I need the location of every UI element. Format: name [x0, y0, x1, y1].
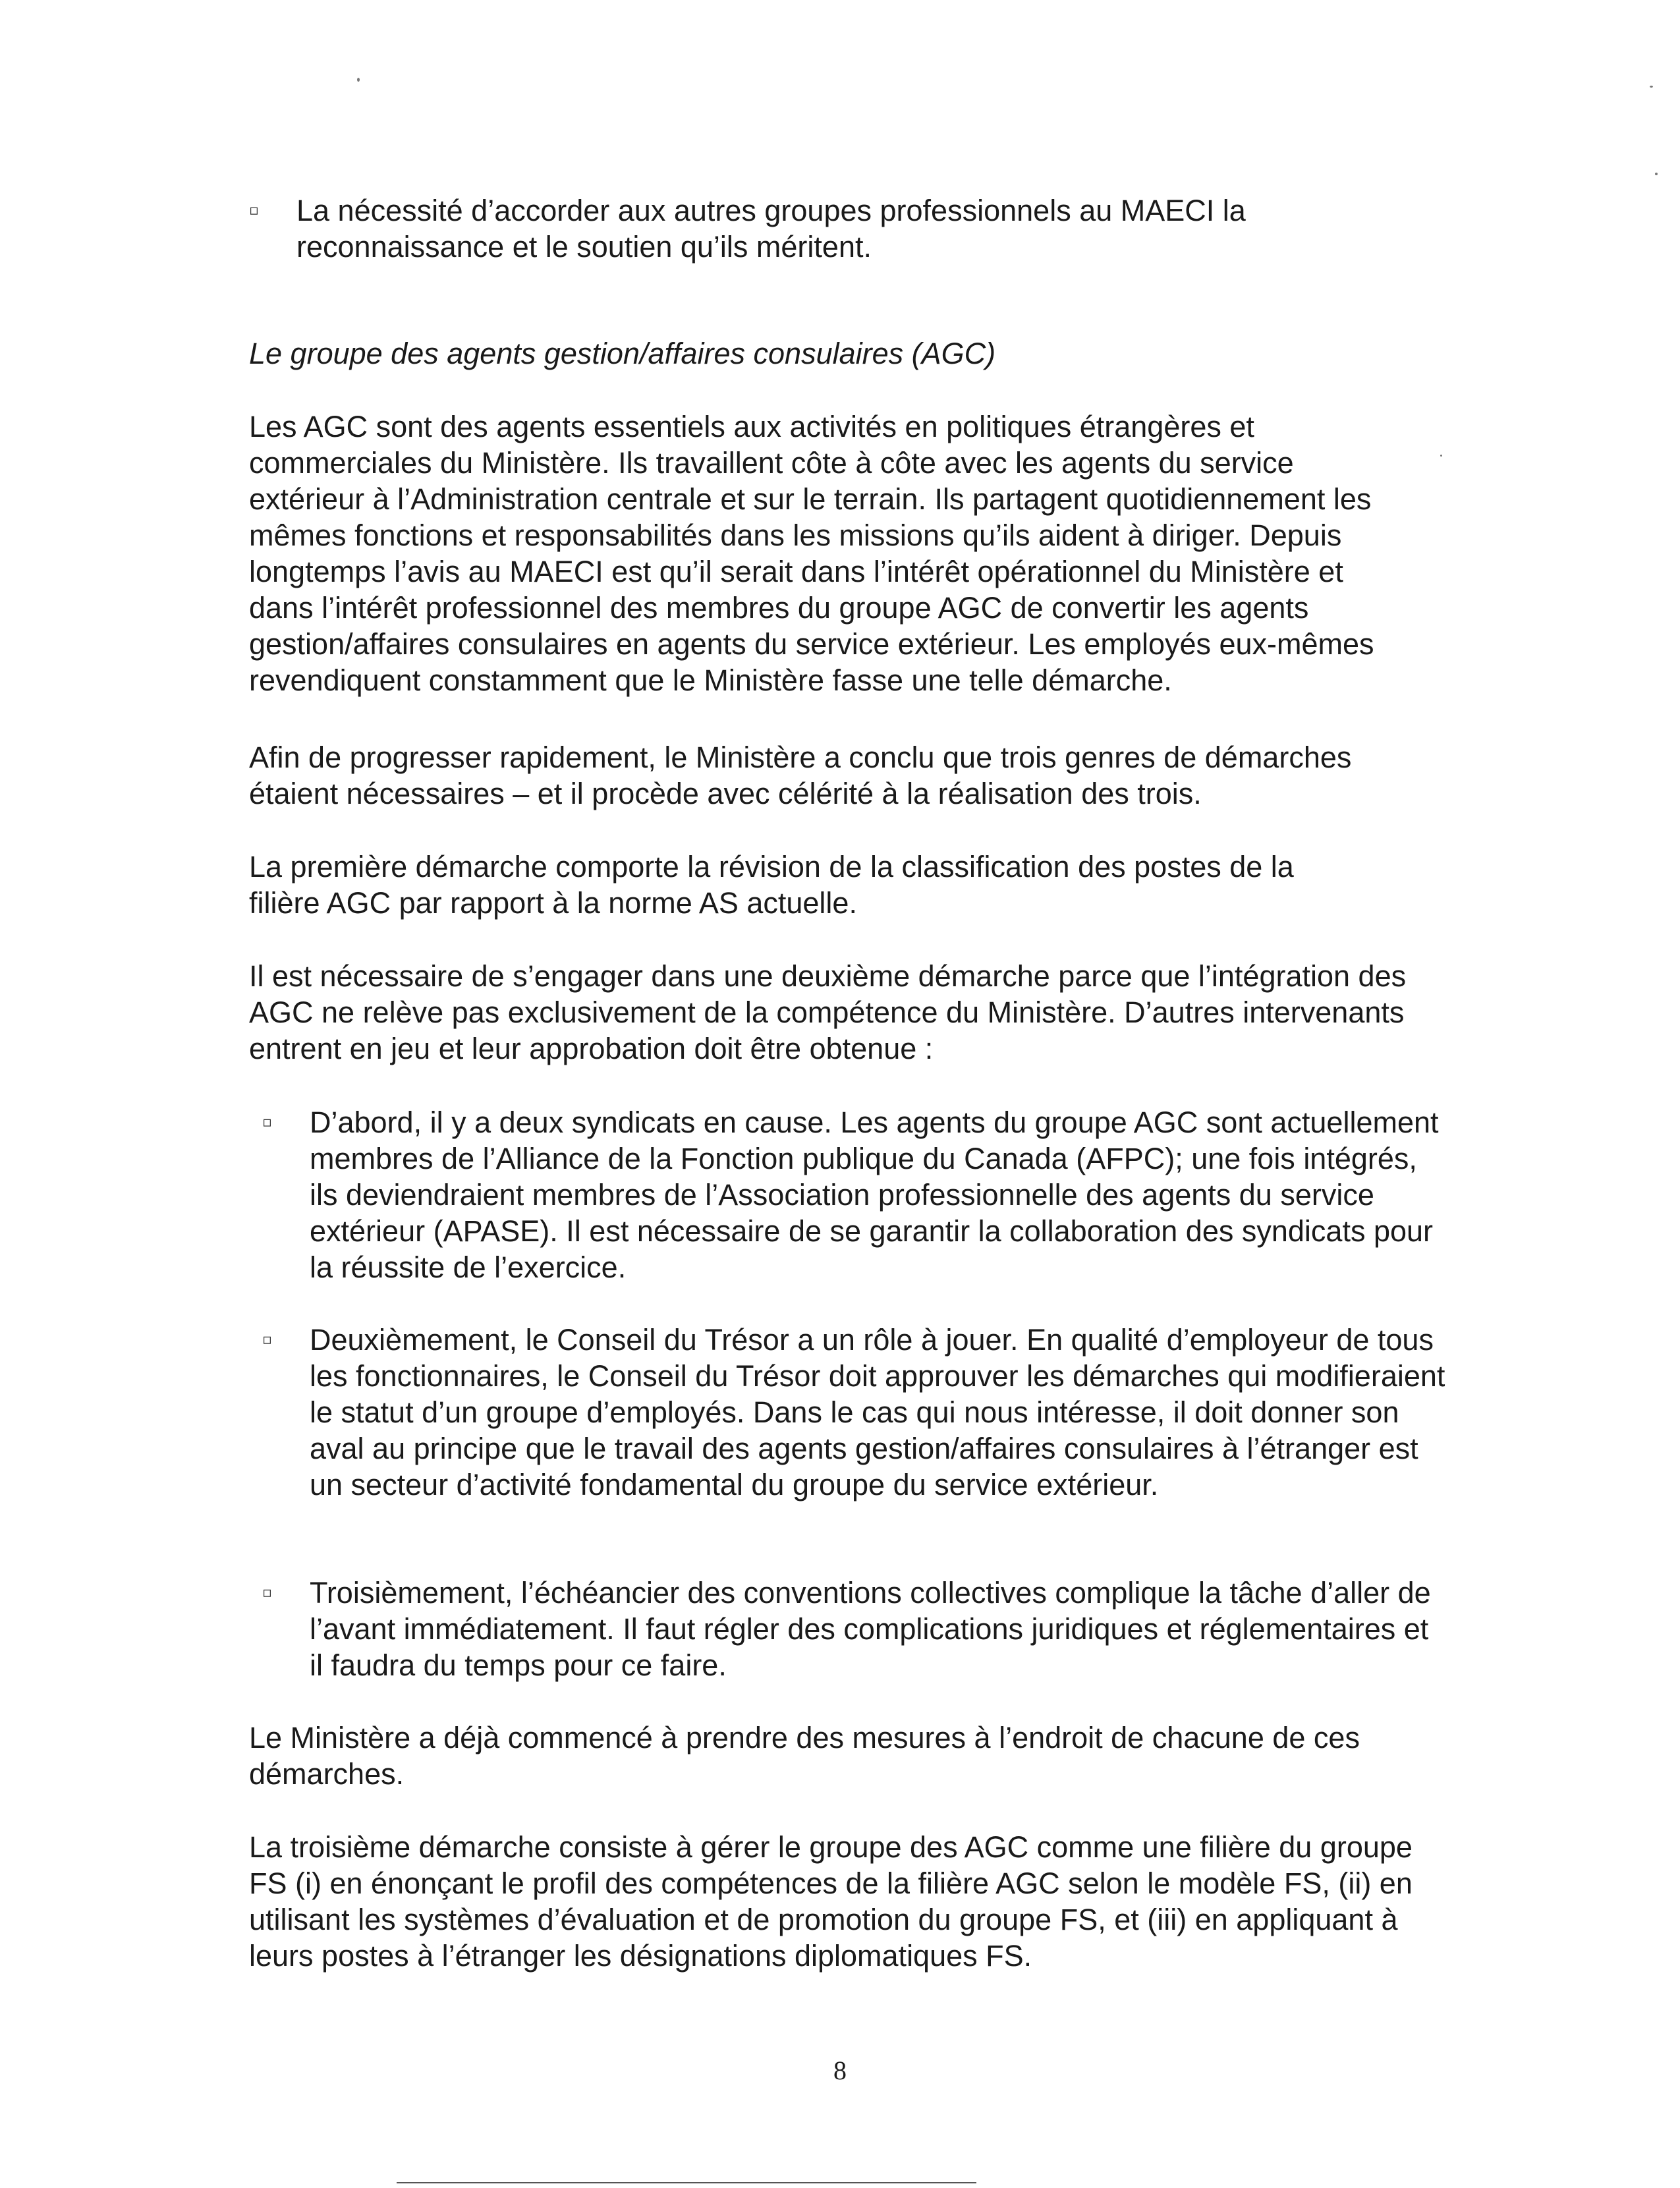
- bullet-item: [262, 1575, 1461, 1683]
- bullet-marker-icon: ▫: [262, 1585, 272, 1601]
- bullet-item: [249, 192, 1461, 265]
- bullet-item: [262, 1322, 1461, 1503]
- paragraph: La troisième démarche consiste à gérer le groupe des AGC comme une filière du groupe FS (i) en énonçant le profil des compétences de la filière AGC selon le modèle FS, (ii) en utilisant les systèmes d’évaluation et de promotion du groupe FS, et (iii) en appliquant à leurs postes à l’étranger les désignations diplomatiques FS.: [249, 1830, 1413, 1973]
- bullet-item: [262, 1104, 1461, 1285]
- bullet-text: D’abord, il y a deux syndicats en cause. Les agents du groupe AGC sont actuellement membres de l’Alliance de la Fonction publique du Canada (AFPC); une fois intégrés, ils deviendraient membres de l’Association professionnelle des agents du service extérieur (APASE). Il est nécessaire de se garantir la collaboration des syndicats pour la réussite de l’exercice.: [310, 1106, 1439, 1284]
- bullet-marker-icon: ▫: [262, 1114, 272, 1131]
- bullet-text: La nécessité d’accorder aux autres groupes professionnels au MAECI la reconnaissance et le soutien qu’ils méritent.: [296, 194, 1246, 264]
- footer-rule: [397, 2182, 976, 2183]
- bullet-text: Deuxièmement, le Conseil du Trésor a un rôle à jouer. En qualité d’employeur de tous les fonctionnaires, le Conseil du Trésor doit approuver les démarches qui modifieraient le statut d’un groupe d’employés. Dans le cas qui nous intéresse, il doit donner son aval au principe que le travail des agents gestion/affaires consulaires à l’étranger est un secteur d’activité fondamental du groupe du service extérieur.: [310, 1323, 1445, 1501]
- paragraph: Il est nécessaire de s’engager dans une deuxième démarche parce que l’intégration des AGC ne relève pas exclusivement de la compétence du Ministère. D’autres intervenants entrent en jeu et leur approbation doit être obtenue :: [249, 959, 1407, 1065]
- paragraph: Les AGC sont des agents essentiels aux activités en politiques étrangères et commerciales du Ministère. Ils travaillent côte à côte avec les agents du service extérieur à l’Administration centrale et sur le terrain. Ils partagent quotidiennement les mêmes fonctions et responsabilités dans les missions qu’ils aident à diriger. Depuis longtemps l’avis au MAECI est qu’il serait dans l’intérêt opérationnel du Ministère et dans l’intérêt professionnel des membres du groupe AGC de convertir les agents gestion/affaires consulaires en agents du service extérieur. Les employés eux-mêmes revendiquent constamment que le Ministère fasse une telle démarche.: [249, 410, 1374, 697]
- scan-speck: [1655, 173, 1658, 175]
- bullet-marker-icon: ▫: [249, 202, 259, 219]
- paragraph: Afin de progresser rapidement, le Ministère a conclu que trois genres de démarches étaient nécessaires – et il procède avec célérité à la réalisation des trois.: [249, 741, 1352, 810]
- bullet-text: Troisièmement, l’échéancier des conventions collectives complique la tâche d’aller de l’avant immédiatement. Il faut régler des complications juridiques et réglementaires et il faudra du temps pour ce faire.: [310, 1576, 1431, 1682]
- paragraph: La première démarche comporte la révision de la classification des postes de la filière AGC par rapport à la norme AS actuelle.: [249, 850, 1294, 920]
- section-heading: Le groupe des agents gestion/affaires consulaires (AGC): [249, 337, 996, 370]
- scan-speck: [1650, 86, 1653, 88]
- page-number: 8: [833, 2056, 847, 2085]
- paragraph: Le Ministère a déjà commencé à prendre des mesures à l’endroit de chacune de ces démarches.: [249, 1721, 1360, 1791]
- scan-speck: [357, 78, 360, 82]
- bullet-marker-icon: ▫: [262, 1332, 272, 1348]
